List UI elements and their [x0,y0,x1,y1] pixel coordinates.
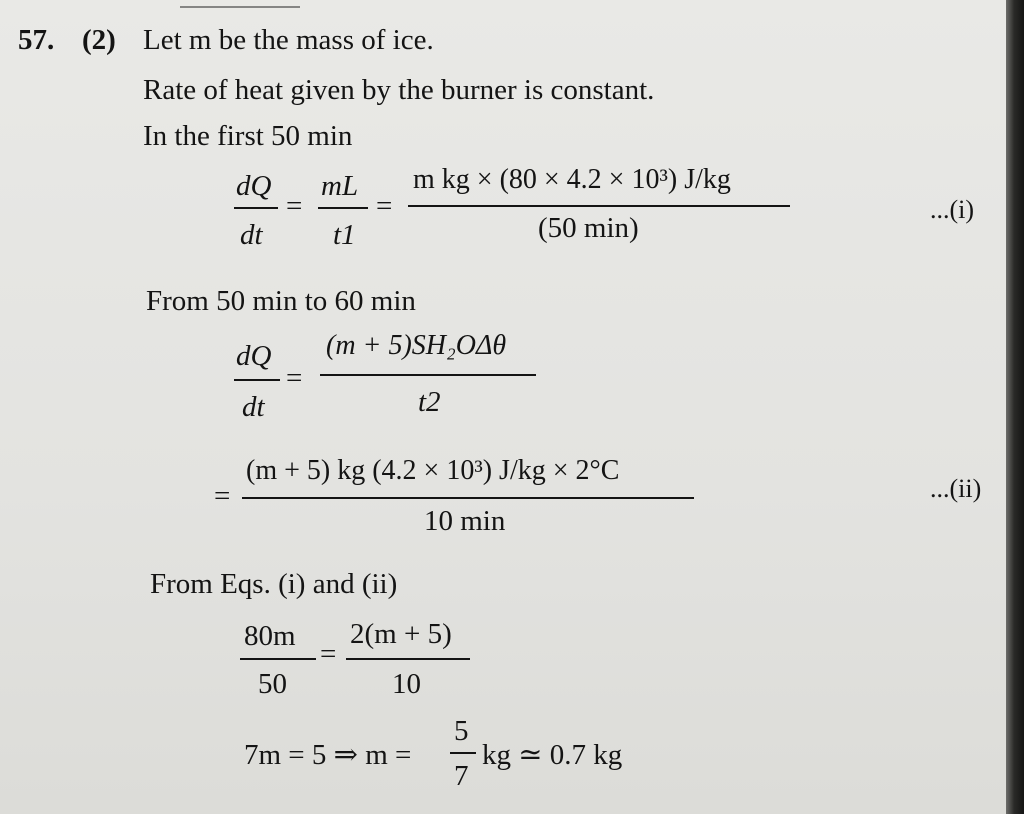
result-fraction-denominator: 7 [454,760,469,792]
equals-sign: = [320,638,337,670]
answer-option: (2) [82,24,116,56]
question-number: 57. [18,24,55,56]
result-left: 7m = 5 ⇒ m = [244,739,412,771]
eq1-mid-denominator: t1 [333,219,356,251]
equals-sign: = [376,190,393,222]
eq1-tag: ...(i) [930,195,975,224]
eq1-mid-numerator: mL [321,170,359,202]
eq2-line2-bar [242,497,694,499]
rate-line: Rate of heat given by the burner is constant. [143,74,655,106]
eq1-rhs-bar [408,205,790,207]
page-edge-shadow [1006,0,1024,814]
eq1-mid-bar [318,207,368,209]
eq3-rhs-numerator: 2(m + 5) [350,618,452,650]
result-fraction-numerator: 5 [454,715,469,747]
first-interval-line: In the first 50 min [143,120,353,152]
eq2-line2-denominator: 10 min [424,505,506,537]
eq3-lhs-bar [240,658,316,660]
eq2-tag: ...(ii) [930,474,982,503]
eq2-line2-numerator: (m + 5) kg (4.2 × 10³) J/kg × 2°C [246,455,620,486]
eq1-lhs-denominator: dt [240,219,263,251]
result-fraction-bar [450,752,476,754]
eq3-lhs-numerator: 80m [244,620,296,652]
equals-sign: = [286,362,303,394]
eq2-rhs-bar [320,374,536,376]
intro-line: Let m be the mass of ice. [143,24,434,56]
eq2-lhs-bar [234,379,280,381]
eq2-lhs-denominator: dt [242,391,265,423]
eq3-lhs-denominator: 50 [258,668,287,700]
eq1-rhs-numerator: m kg × (80 × 4.2 × 10³) J/kg [413,164,731,195]
second-interval-line: From 50 min to 60 min [146,285,416,317]
equals-sign: = [214,480,231,512]
eq1-lhs-bar [234,207,278,209]
from-equations-line: From Eqs. (i) and (ii) [150,568,398,600]
eq1-rhs-denominator: (50 min) [538,212,639,244]
eq1-lhs-numerator: dQ [236,170,272,202]
previous-text-fragment [180,0,300,8]
eq3-rhs-denominator: 10 [392,668,421,700]
eq2-rhs-numerator: (m + 5)SH₂OΔθ [326,330,507,361]
eq2-rhs-denominator: t2 [418,386,441,418]
result-right: kg ≃ 0.7 kg [482,739,623,771]
eq2-lhs-numerator: dQ [236,340,272,372]
equals-sign: = [286,190,303,222]
eq3-rhs-bar [346,658,470,660]
